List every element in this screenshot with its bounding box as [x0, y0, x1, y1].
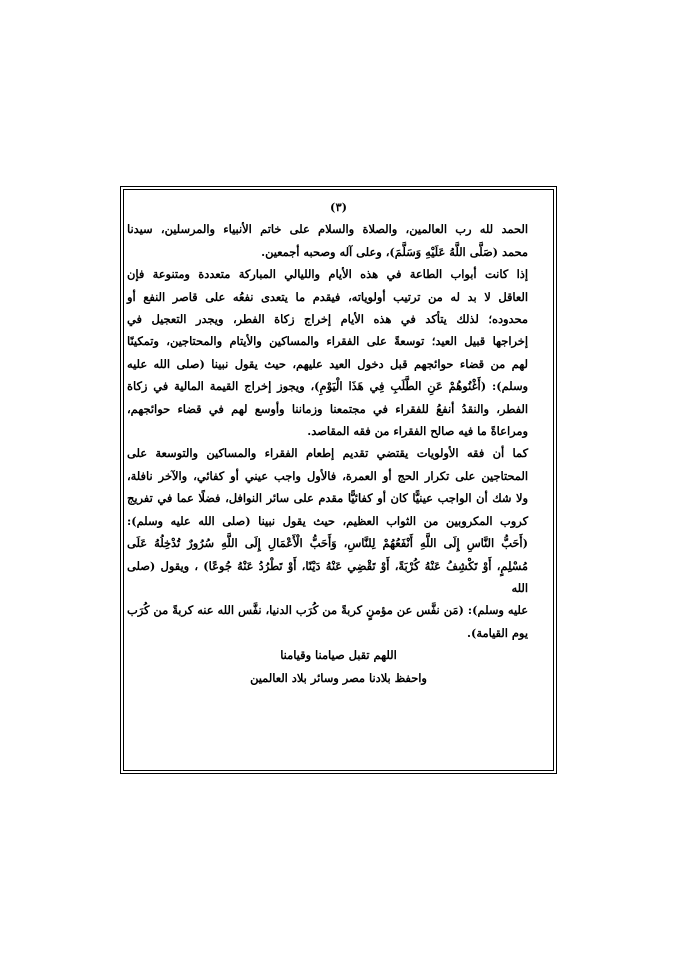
- text-line: محمد (صَلَّى اللَّهُ عَلَيْهِ وَسَلَّمَ)، وعلى آله وصحبه أجمعين.: [261, 244, 528, 259]
- document-body: [127, 196, 550, 689]
- paragraph-priorities: [127, 442, 550, 644]
- text-line: إخراجها قبيل العيد؛ توسعةً على الفقراء والمساكين والأيتام والمحتاجين، وتمكينًا: [127, 334, 528, 349]
- paragraph-zakat: [127, 263, 550, 442]
- text-line: محدوده؛ لذلك يتأكد في هذه الأيام إخراج زكاة الفطر، ويجدر التعجيل في: [127, 312, 528, 327]
- page-number: (٣): [330, 200, 347, 214]
- paragraph-opening: [127, 218, 550, 263]
- text-line: ومراعاةً ما فيه صالح الفقراء من فقه المقاصد.: [307, 424, 528, 439]
- text-line: لهم من قضاء حوائجهم قبل دخول العيد عليهم، حيث يقول نبينا (صلى الله عليه: [127, 356, 528, 371]
- text-line: ولا شك أن الواجب عينيًّا كان أو كفائيًّا مقدم على سائر النوافل، فضلًا عما في تفريج: [127, 491, 528, 506]
- text-line: الحمد لله رب العالمين، والصلاة والسلام على خاتم الأنبياء والمرسلين، سيدنا: [127, 222, 528, 237]
- text-line: إذا كانت أبواب الطاعة في هذه الأيام والليالي المباركة متعددة ومتنوعة فإن: [127, 267, 528, 282]
- text-line: عليه وسلم): (مَن نفَّس عن مؤمنٍ كربةً من كُرَب الدنيا، نفَّس الله عنه كربةً من كُرَب: [127, 603, 528, 618]
- text-line: الفطر، والنقدُ أنفعُ للفقراء في مجتمعنا وزماننا وأوسع لهم في قضاء حوائجهم،: [127, 401, 528, 416]
- closing-prayer-line: اللهم تقبل صيامنا وقيامنا: [280, 648, 397, 663]
- text-line: (أَحَبُّ النَّاسِ إِلَى اللَّهِ أَنْفَعُهُمْ لِلنَّاسِ، وَأَحَبُّ الْأَعْمَالِ إِلَى اللَّهِ سُرُورٌ تُدْخِلُهُ عَلَى: [127, 536, 528, 551]
- text-line: وسلم): (أَغْنُوهُمْ عَنِ الطَّلَبِ فِي هَذَا الْيَوْمِ)، ويجوز إخراج القيمة المالية في زكاة: [127, 379, 528, 394]
- text-line: العاقل لا بد له من ترتيب أولوياته، فيقدم ما يتعدى نفعُه على قاصر النفع أو: [127, 289, 528, 304]
- closing-prayer-line: واحفظ بلادنا مصر وسائر بلاد العالمين: [250, 670, 427, 685]
- text-line: المحتاجين على تكرار الحج أو العمرة، فالأول واجب عيني أو كفائي، والآخر نافلة،: [127, 468, 528, 483]
- text-line: كروب المكروبين من الثواب العظيم، حيث يقول نبينا (صلى الله عليه وسلم):: [127, 513, 528, 528]
- text-line: يوم القيامة).: [467, 625, 528, 640]
- text-line: كما أن فقه الأولويات يقتضي تقديم إطعام الفقراء والمساكين والتوسعة على: [127, 446, 528, 461]
- text-line: مُسْلِمٍ، أَوْ تَكْشِفُ عَنْهُ كُرْبَةً، أَوْ تَقْضِي عَنْهُ دَيْنًا، أَوْ تَطْرُدُ عَنْهُ جُوعًا) ، ويقول (صلى الله: [127, 558, 528, 595]
